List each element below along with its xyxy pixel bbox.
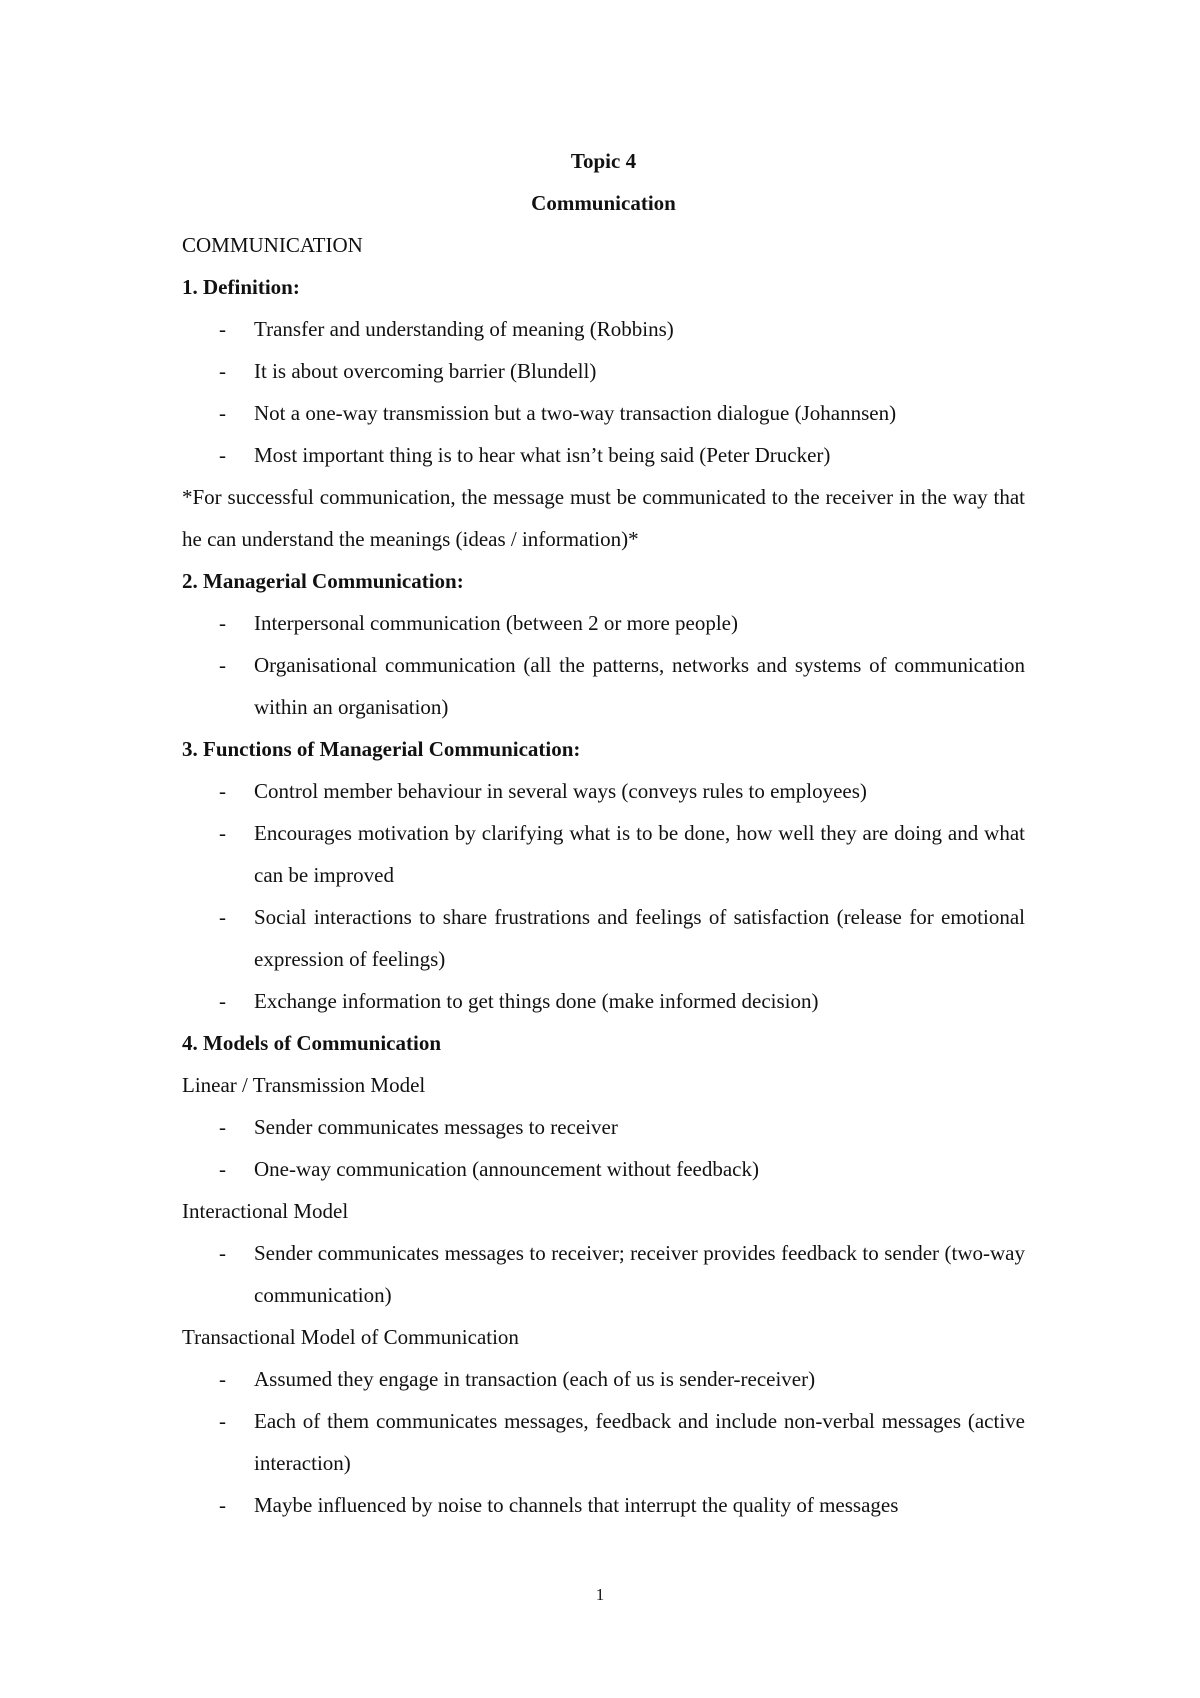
- list-item: - Transfer and understanding of meaning (Robbins): [182, 308, 1025, 350]
- section-heading-definition: 1. Definition:: [182, 275, 300, 299]
- dash-bullet: -: [219, 443, 226, 467]
- dash-bullet: -: [219, 779, 226, 803]
- linear-model-list: [182, 1106, 1025, 1190]
- list-item: - Not a one-way transmission but a two-way transaction dialogue (Johannsen): [182, 392, 1025, 434]
- document-body: [182, 140, 1025, 1526]
- dash-bullet: -: [219, 1409, 226, 1433]
- definition-note: *For successful communication, the message must be communicated to the receiver in the way that he can understand the meanings (ideas / information)*: [182, 485, 1025, 551]
- document-title: Communication: [531, 191, 676, 215]
- list-item: - Assumed they engage in transaction (each of us is sender-receiver): [182, 1358, 1025, 1400]
- list-item: - Exchange information to get things done (make informed decision): [182, 980, 1025, 1022]
- list-item: - Encourages motivation by clarifying what is to be done, how well they are doing and what can be improved: [182, 812, 1025, 896]
- dash-bullet: -: [219, 317, 226, 341]
- dash-bullet: -: [219, 1367, 226, 1391]
- dash-bullet: -: [219, 989, 226, 1013]
- functions-list: [182, 770, 1025, 1022]
- dash-bullet: -: [219, 359, 226, 383]
- list-item: - Organisational communication (all the patterns, networks and systems of communication within an organisation): [182, 644, 1025, 728]
- model-name-interactional: Interactional Model: [182, 1199, 349, 1223]
- definition-list: [182, 308, 1025, 476]
- managerial-communication-list: [182, 602, 1025, 728]
- section-heading-managerial-communication: 2. Managerial Communication:: [182, 569, 464, 593]
- section-heading-models: 4. Models of Communication: [182, 1031, 441, 1055]
- list-item: - Most important thing is to hear what isn’t being said (Peter Drucker): [182, 434, 1025, 476]
- dash-bullet: -: [219, 1493, 226, 1517]
- list-item: - Each of them communicates messages, feedback and include non-verbal messages (active interaction): [182, 1400, 1025, 1484]
- list-item: - Maybe influenced by noise to channels that interrupt the quality of messages: [182, 1484, 1025, 1526]
- dash-bullet: -: [219, 821, 226, 845]
- dash-bullet: -: [219, 611, 226, 635]
- model-name-transactional: Transactional Model of Communication: [182, 1325, 519, 1349]
- list-item: - Sender communicates messages to receiver; receiver provides feedback to sender (two-way communication): [182, 1232, 1025, 1316]
- list-item: - One-way communication (announcement without feedback): [182, 1148, 1025, 1190]
- dash-bullet: -: [219, 1115, 226, 1139]
- interactional-model-list: [182, 1232, 1025, 1316]
- dash-bullet: -: [219, 1157, 226, 1181]
- main-heading: COMMUNICATION: [182, 233, 363, 257]
- dash-bullet: -: [219, 653, 226, 677]
- model-name-linear: Linear / Transmission Model: [182, 1073, 426, 1097]
- list-item: - Interpersonal communication (between 2 or more people): [182, 602, 1025, 644]
- section-heading-functions: 3. Functions of Managerial Communication:: [182, 737, 581, 761]
- list-item: - Sender communicates messages to receiver: [182, 1106, 1025, 1148]
- dash-bullet: -: [219, 905, 226, 929]
- dash-bullet: -: [219, 401, 226, 425]
- list-item: - Social interactions to share frustrations and feelings of satisfaction (release for emotional expression of feelings): [182, 896, 1025, 980]
- list-item: - Control member behaviour in several ways (conveys rules to employees): [182, 770, 1025, 812]
- page-number: 1: [595, 1585, 605, 1604]
- transactional-model-list: [182, 1358, 1025, 1526]
- topic-label: Topic 4: [570, 149, 637, 173]
- dash-bullet: -: [219, 1241, 226, 1265]
- list-item: - It is about overcoming barrier (Blundell): [182, 350, 1025, 392]
